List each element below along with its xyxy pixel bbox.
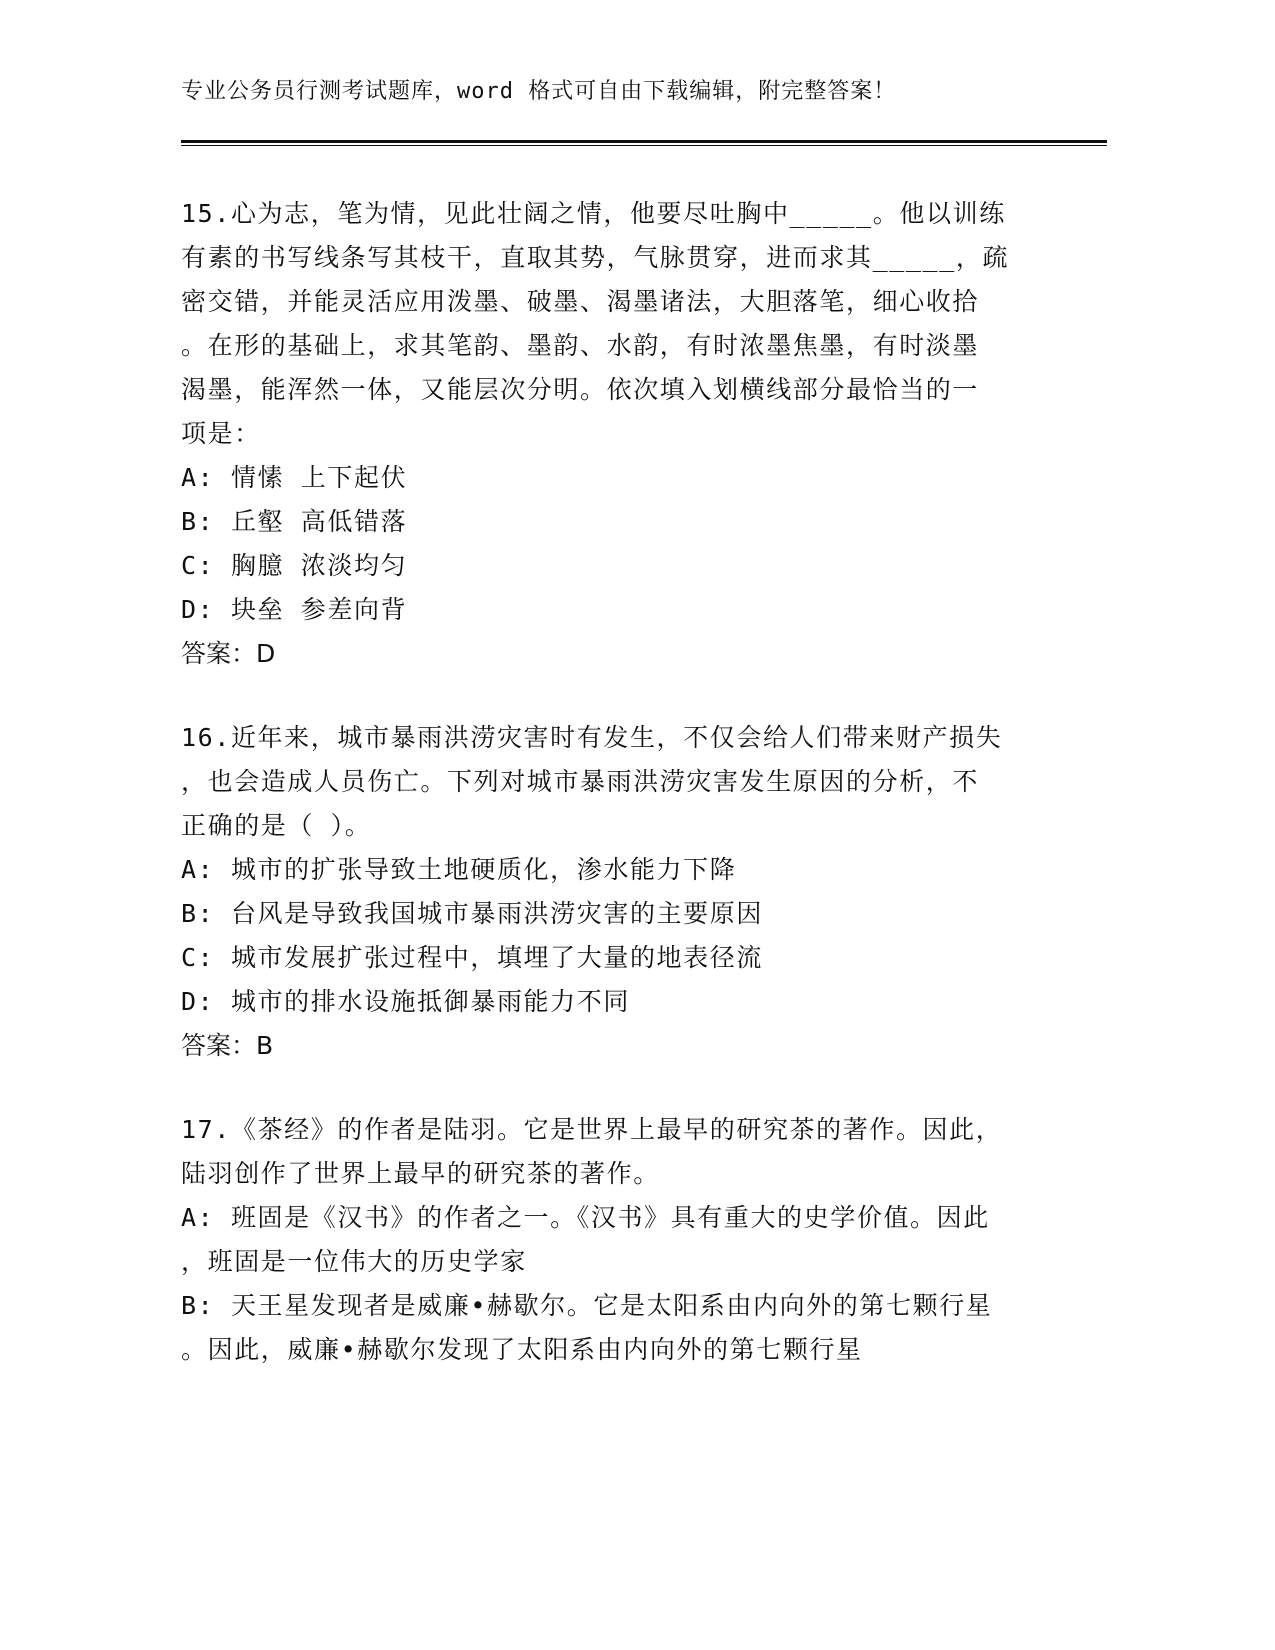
option-d: D: 块垒 参差向背 — [181, 595, 408, 624]
option-c: C: 胸臆 浓淡均匀 — [181, 551, 408, 580]
question-15 — [181, 192, 1041, 676]
option-a: A: 城市的扩张导致土地硬质化，渗水能力下降 — [181, 855, 737, 884]
question-text-line: 。在形的基础上，求其笔韵、墨韵、水韵，有时浓墨焦墨，有时淡墨 — [181, 331, 980, 360]
question-text-line: ，也会造成人员伤亡。下列对城市暴雨洪涝灾害发生原因的分析，不 — [181, 767, 980, 796]
option-d: D: 城市的排水设施抵御暴雨能力不同 — [181, 987, 630, 1016]
option-b-continued: 。因此，威廉•赫歇尔发现了太阳系由内向外的第七颗行星 — [181, 1335, 863, 1364]
option-c: C: 城市发展扩张过程中，填埋了大量的地表径流 — [181, 943, 763, 972]
header-rule-thick — [181, 140, 1107, 143]
question-text-line: 16.近年来，城市暴雨洪涝灾害时有发生，不仅会给人们带来财产损失 — [181, 723, 1003, 752]
question-16 — [181, 716, 1041, 1068]
option-b: B: 台风是导致我国城市暴雨洪涝灾害的主要原因 — [181, 899, 763, 928]
question-text-line: 15.心为志，笔为情，见此壮阔之情，他要尽吐胸中_____。他以训练 — [181, 199, 1006, 228]
question-text-line: 密交错，并能灵活应用泼墨、破墨、渴墨诸法，大胆落笔，细心收拾 — [181, 287, 980, 316]
header-rule-thin — [181, 145, 1107, 146]
option-b: B: 天王星发现者是威廉•赫歇尔。它是太阳系由内向外的第七颗行星 — [181, 1291, 993, 1320]
question-text-line: 17.《茶经》的作者是陆羽。它是世界上最早的研究茶的著作。因此， — [181, 1115, 1003, 1144]
option-a: A: 班固是《汉书》的作者之一。《汉书》具有重大的史学价值。因此 — [181, 1203, 990, 1232]
option-a-continued: ，班固是一位伟大的历史学家 — [181, 1247, 527, 1276]
answer-label: 答案：B — [181, 1031, 274, 1060]
question-text-line: 项是： — [181, 419, 261, 448]
question-17 — [181, 1108, 1041, 1372]
question-text-line: 陆羽创作了世界上最早的研究茶的著作。 — [181, 1159, 660, 1188]
question-text-line: 正确的是（ ）。 — [181, 811, 372, 840]
option-b: B: 丘壑 高低错落 — [181, 507, 408, 536]
question-text-line: 有素的书写线条写其枝干，直取其势，气脉贯穿，进而求其_____，疏 — [181, 243, 1010, 272]
option-a: A: 情愫 上下起伏 — [181, 463, 408, 492]
question-text-line: 渴墨，能浑然一体，又能层次分明。依次填入划横线部分最恰当的一 — [181, 375, 980, 404]
question-list — [181, 192, 1041, 1412]
answer-label: 答案：D — [181, 639, 276, 668]
page-header: 专业公务员行测考试题库，word 格式可自由下载编辑，附完整答案！ — [181, 79, 897, 104]
